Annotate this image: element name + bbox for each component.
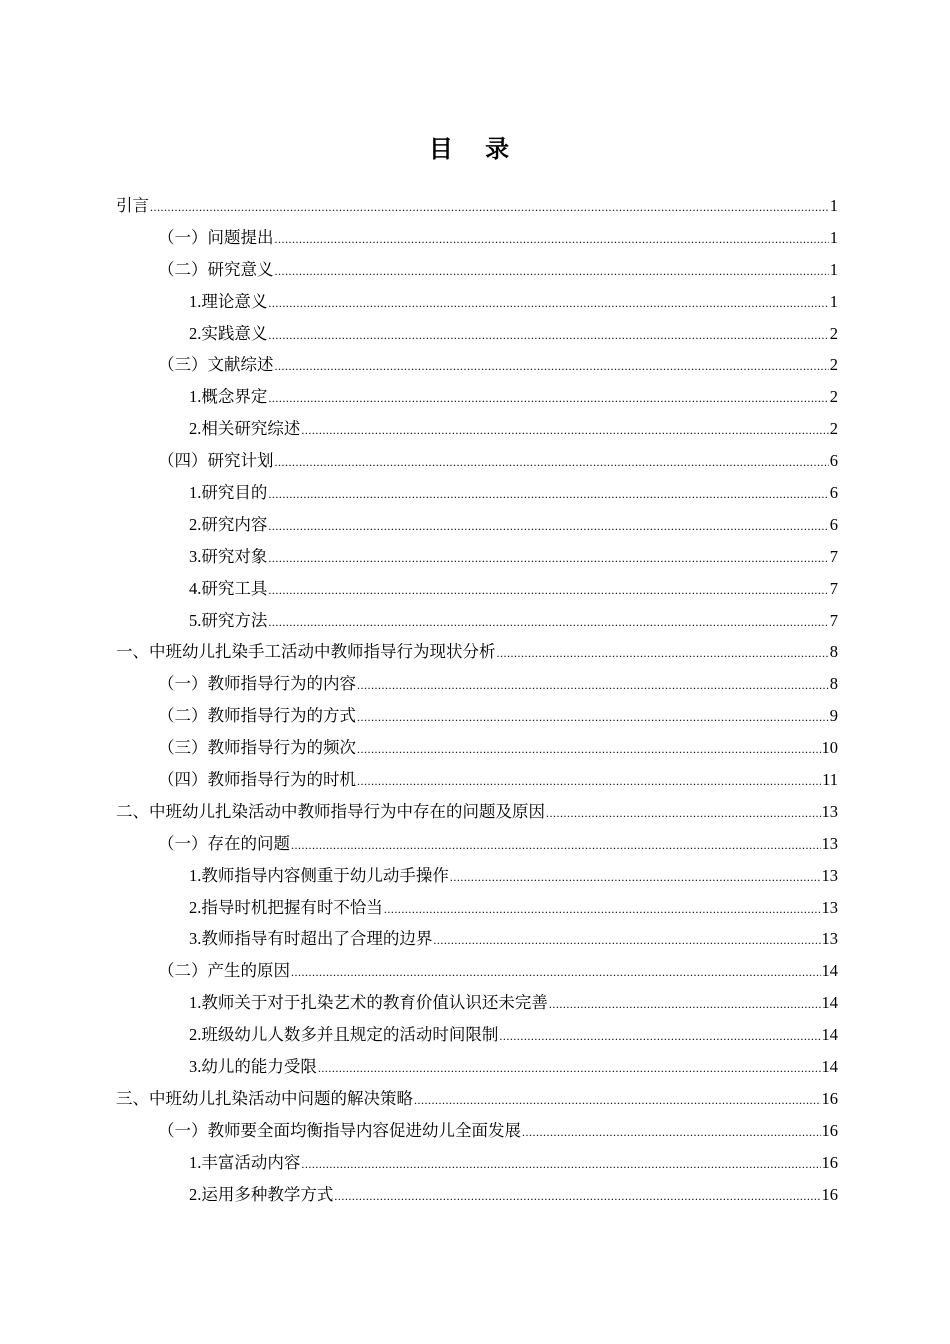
toc-leader-dots (268, 605, 828, 639)
toc-entry[interactable] (116, 509, 838, 541)
toc-leader-dots (275, 445, 829, 479)
toc-entry[interactable] (116, 636, 838, 668)
toc-entry-page-number: 13 (821, 929, 838, 949)
toc-entry-page-number: 2 (829, 419, 838, 439)
toc-leader-dots (291, 955, 821, 989)
toc-entry-page-number: 16 (821, 1088, 838, 1108)
toc-entry[interactable] (116, 605, 838, 637)
toc-entry[interactable] (116, 1179, 838, 1211)
toc-entry-label: （二）产生的原因 (158, 961, 290, 981)
toc-leader-dots (275, 349, 829, 383)
toc-entry-label: 2.研究内容 (189, 514, 268, 534)
toc-leader-dots (268, 509, 828, 543)
toc-entry-label: （二）研究意义 (158, 259, 274, 279)
toc-entry-page-number: 1 (829, 196, 838, 215)
toc-entry-label: 三、中班幼儿扎染活动中问题的解决策略 (116, 1088, 413, 1108)
toc-entry[interactable] (116, 1115, 838, 1147)
toc-leader-dots (301, 1147, 820, 1181)
toc-leader-dots (318, 1051, 821, 1085)
toc-entry-label: （三）教师指导行为的频次 (158, 738, 356, 758)
toc-entry-label: 1.概念界定 (189, 387, 268, 407)
toc-entry-page-number: 13 (821, 833, 838, 853)
toc-entry-label: （一）教师指导行为的内容 (158, 674, 356, 694)
toc-entry-page-number: 13 (821, 801, 838, 821)
toc-entry[interactable] (116, 1051, 838, 1083)
toc-entry[interactable] (116, 987, 838, 1019)
toc-leader-dots (268, 286, 828, 320)
toc-leader-dots (268, 318, 828, 352)
toc-leader-dots (499, 1019, 820, 1053)
toc-leader-dots (546, 796, 821, 830)
toc-entry-label: 1.教师指导内容侧重于幼儿动手操作 (189, 865, 449, 885)
toc-entry[interactable] (116, 860, 838, 892)
toc-entry-page-number: 7 (829, 546, 838, 566)
toc-entry-page-number: 14 (821, 961, 838, 981)
toc-entry[interactable] (116, 1147, 838, 1179)
toc-entry[interactable] (116, 349, 838, 381)
toc-entry-page-number: 14 (821, 993, 838, 1013)
toc-leader-dots (357, 764, 821, 798)
toc-entry-label: 1.丰富活动内容 (189, 1152, 301, 1172)
toc-entry[interactable] (116, 923, 838, 955)
toc-entry-label: 引言 (116, 196, 149, 215)
toc-entry-page-number: 1 (829, 227, 838, 247)
toc-leader-dots (357, 668, 829, 702)
toc-leader-dots (357, 732, 821, 766)
toc-leader-dots (450, 860, 821, 894)
toc-entry-label: （二）教师指导行为的方式 (158, 706, 356, 726)
toc-leader-dots (334, 1179, 820, 1213)
toc-entry-label: （一）存在的问题 (158, 833, 290, 853)
toc-leader-dots (268, 477, 828, 511)
toc-entry[interactable] (116, 222, 838, 254)
toc-leader-dots (433, 923, 820, 957)
toc-entry-page-number: 1 (829, 259, 838, 279)
toc-entry-page-number: 6 (829, 451, 838, 471)
toc-entry-label: （一）问题提出 (158, 227, 274, 247)
toc-entry[interactable] (116, 796, 838, 828)
toc-entry-label: （三）文献综述 (158, 355, 274, 375)
toc-leader-dots (549, 987, 821, 1021)
toc-entry[interactable] (116, 700, 838, 732)
toc-entry-page-number: 14 (821, 1025, 838, 1045)
toc-entry-label: 2.指导时机把握有时不恰当 (189, 897, 383, 917)
toc-entry-page-number: 9 (829, 706, 838, 726)
toc-entry-page-number: 16 (821, 1184, 838, 1204)
toc-entry[interactable] (116, 955, 838, 987)
toc-entry-label: （一）教师要全面均衡指导内容促进幼儿全面发展 (158, 1120, 521, 1140)
toc-entry-page-number: 6 (829, 483, 838, 503)
toc-entry-label: 1.理论意义 (189, 291, 268, 311)
toc-entry-page-number: 2 (829, 323, 838, 343)
toc-leader-dots (268, 573, 828, 607)
toc-entry-page-number: 10 (821, 738, 838, 758)
toc-entry-label: 2.班级幼儿人数多并且规定的活动时间限制 (189, 1025, 499, 1045)
toc-entry-page-number: 16 (821, 1120, 838, 1140)
toc-entry-label: （四）教师指导行为的时机 (158, 770, 356, 790)
toc-leader-dots (268, 541, 828, 575)
toc-leader-dots (301, 413, 828, 447)
toc-leader-dots (414, 1083, 821, 1117)
toc-entry-label: 2.相关研究综述 (189, 419, 301, 439)
toc-entry-label: 1.研究目的 (189, 483, 268, 503)
toc-entry-label: 一、中班幼儿扎染手工活动中教师指导行为现状分析 (116, 642, 496, 662)
toc-entry-page-number: 2 (829, 387, 838, 407)
toc-entry-label: 2.实践意义 (189, 323, 268, 343)
toc-entry-label: （四）研究计划 (158, 451, 274, 471)
toc-entry-page-number: 7 (829, 610, 838, 630)
toc-entry[interactable] (116, 764, 838, 796)
toc-entry-page-number: 1 (829, 291, 838, 311)
toc-leader-dots (268, 381, 828, 415)
toc-entry-page-number: 8 (829, 642, 838, 662)
toc-entry-label: 2.运用多种教学方式 (189, 1184, 334, 1204)
toc-entry[interactable] (116, 541, 838, 573)
toc-leader-dots (522, 1115, 821, 1149)
toc-entry-page-number: 2 (829, 355, 838, 375)
toc-entry[interactable] (116, 445, 838, 477)
toc-entry-label: 5.研究方法 (189, 610, 268, 630)
toc-entry-page-number: 6 (829, 514, 838, 534)
toc-entry-page-number: 7 (829, 578, 838, 598)
toc-entry[interactable] (116, 381, 838, 413)
toc-entry[interactable] (116, 828, 838, 860)
toc-entry-page-number: 13 (821, 865, 838, 885)
toc-entry[interactable] (116, 668, 838, 700)
toc-entry[interactable] (116, 254, 838, 286)
toc-entry[interactable] (116, 413, 838, 445)
toc-leader-dots (384, 892, 821, 926)
toc-entry-label: 二、中班幼儿扎染活动中教师指导行为中存在的问题及原因 (116, 801, 545, 821)
toc-entry[interactable] (116, 286, 838, 318)
toc-entry[interactable] (116, 732, 838, 764)
toc-entry[interactable] (116, 190, 838, 222)
toc-entry-page-number: 16 (821, 1152, 838, 1172)
toc-entry-label: 1.教师关于对于扎染艺术的教育价值认识还未完善 (189, 993, 548, 1013)
toc-leader-dots (150, 190, 829, 224)
toc-leader-dots (275, 254, 829, 288)
toc-entry-label: 3.研究对象 (189, 546, 268, 566)
toc-entry[interactable] (116, 892, 838, 924)
page-title: 目 录 (428, 135, 522, 163)
toc-entry-page-number: 8 (829, 674, 838, 694)
toc-entry-label: 4.研究工具 (189, 578, 268, 598)
toc-entry[interactable] (116, 318, 838, 350)
toc-entry[interactable] (116, 477, 838, 509)
toc-leader-dots (291, 828, 821, 862)
toc-entry-label: 3.幼儿的能力受限 (189, 1057, 317, 1077)
toc-entry-label: 3.教师指导有时超出了合理的边界 (189, 929, 433, 949)
toc-leader-dots (275, 222, 829, 256)
toc-leader-dots (497, 636, 829, 670)
table-of-contents (116, 190, 838, 1211)
toc-entry-page-number: 13 (821, 897, 838, 917)
toc-entry[interactable] (116, 573, 838, 605)
toc-entry-page-number: 14 (821, 1057, 838, 1077)
toc-leader-dots (357, 700, 829, 734)
toc-entry[interactable] (116, 1083, 838, 1115)
toc-entry-page-number: 11 (822, 770, 838, 790)
toc-entry[interactable] (116, 1019, 838, 1051)
